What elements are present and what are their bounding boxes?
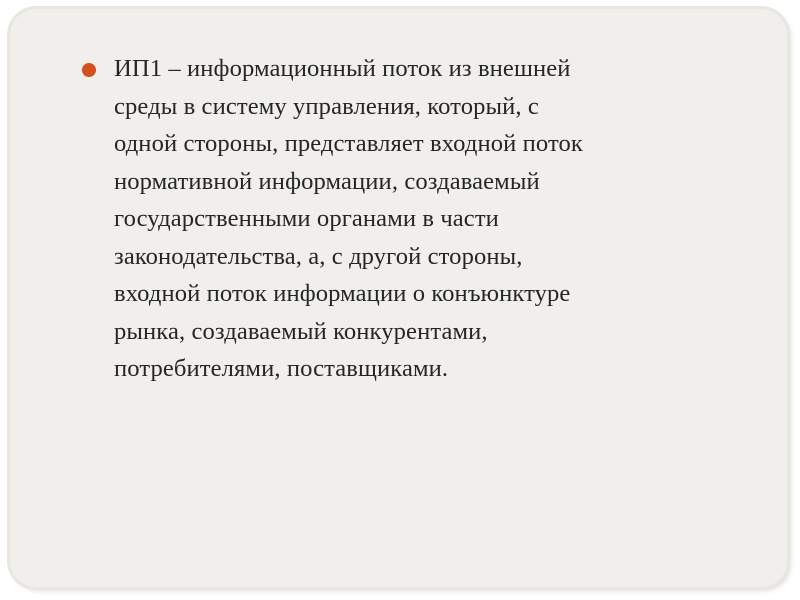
- bullet-dot-icon: [82, 63, 96, 77]
- slide-content: [82, 50, 742, 388]
- bullet-item: [82, 50, 742, 388]
- bullet-text: ИП1 – информационный поток из внешней среды в систему управления, который, с одной стороны, представляет входной поток нормативной информации, создаваемый государственными органами в части законодательства, а, с другой стороны, входной поток информации о конъюнктуре рынка, создаваемый конкурентами, потребителями, поставщиками.: [114, 55, 583, 382]
